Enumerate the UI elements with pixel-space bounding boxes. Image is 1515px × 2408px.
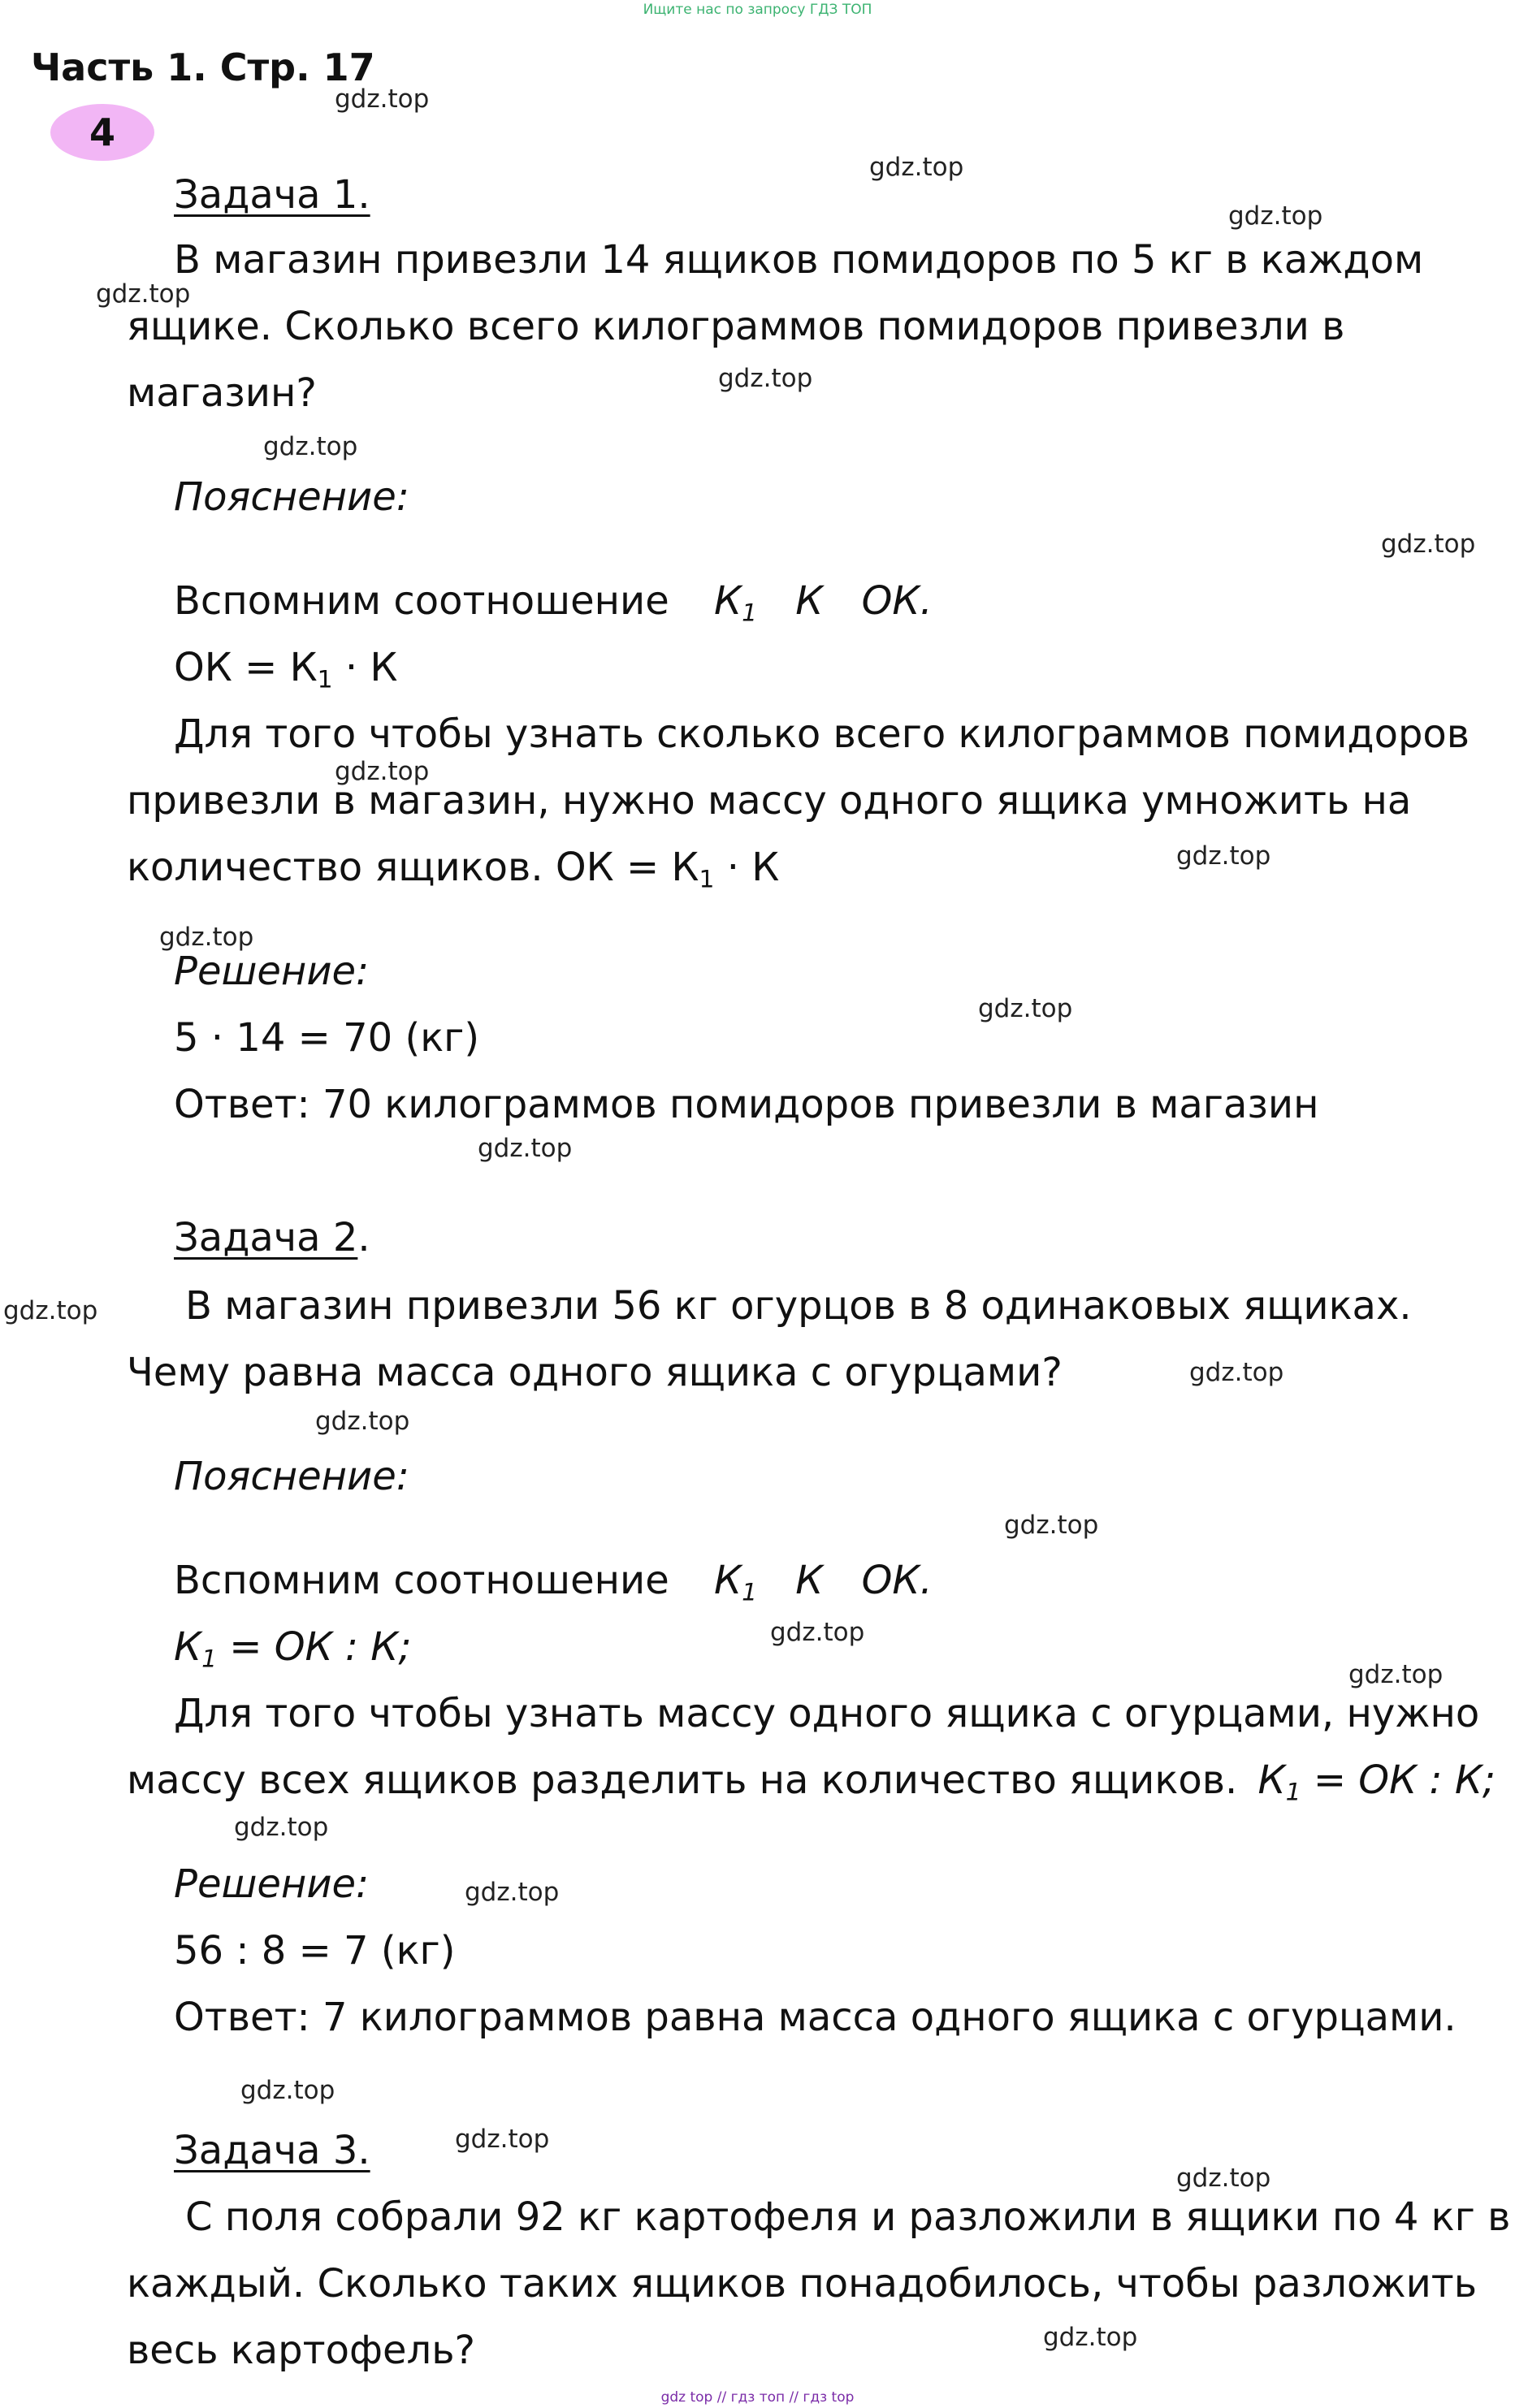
task2-solution-label: Решение: xyxy=(174,1861,370,1907)
watermark: gdz.top xyxy=(718,364,813,393)
watermark: gdz.top xyxy=(315,1407,410,1436)
task3-heading: Задача 3. xyxy=(174,2128,370,2173)
task2-explanation-label: Пояснение: xyxy=(174,1454,409,1499)
task1-heading: Задача 1. xyxy=(174,172,370,218)
watermark: gdz.top xyxy=(3,1296,98,1325)
task3-line1: С поля собрали 92 кг картофеля и разложили в ящики по 4 кг в xyxy=(185,2194,1511,2240)
task2-heading-line: Задача 2. xyxy=(174,1215,370,1260)
task1-line3: магазин? xyxy=(127,370,317,416)
task3-line3: весь картофель? xyxy=(127,2328,475,2373)
watermark: gdz.top xyxy=(1176,841,1271,871)
watermark: gdz.top xyxy=(1348,1660,1444,1689)
task1-recall-text: Вспомним соотношение xyxy=(174,578,669,624)
task2-k: К xyxy=(795,1558,824,1603)
watermark: gdz.top xyxy=(1043,2323,1138,2352)
watermark: gdz.top xyxy=(465,1878,560,1907)
task2-k1: $К_1$ xyxy=(714,1558,758,1607)
watermark: gdz.top xyxy=(1189,1358,1284,1387)
task1-answer: Ответ: 70 килограммов помидоров привезли в магазин xyxy=(174,1082,1319,1127)
watermark: gdz.top xyxy=(335,757,430,786)
page-title: Часть 1. Стр. 17 xyxy=(31,45,375,89)
task2-recall-text: Вспомним соотношение xyxy=(174,1558,669,1603)
watermark: gdz.top xyxy=(263,432,358,461)
watermark: gdz.top xyxy=(240,2076,335,2105)
watermark: gdz.top xyxy=(1176,2164,1271,2193)
watermark: gdz.top xyxy=(1004,1511,1099,1540)
watermark: gdz.top xyxy=(869,153,964,182)
task1-explanation-line3: количество ящиков. ОК = $К_1 \cdot К$ xyxy=(127,845,780,894)
task2-explanation-line2: массу всех ящиков разделить на количество ящиков. $К_1$ = ОК : К; xyxy=(127,1757,1496,1807)
watermark: gdz.top xyxy=(455,2125,550,2154)
watermark: gdz.top xyxy=(96,279,191,309)
task1-ok: ОК. xyxy=(861,578,933,624)
task1-recall-line xyxy=(174,578,933,627)
task1-k1: $К_1$ xyxy=(714,578,758,628)
task2-line2: Чему равна масса одного ящика с огурцами? xyxy=(127,1350,1063,1395)
task1-k: К xyxy=(795,578,824,624)
task2-answer: Ответ: 7 килограммов равна масса одного ящика с огурцами. xyxy=(174,1995,1457,2040)
task2-line1: В магазин привезли 56 кг огурцов в 8 одинаковых ящиках. xyxy=(185,1283,1412,1329)
exercise-number-badge xyxy=(50,104,154,161)
task2-recall-line xyxy=(174,1558,933,1606)
task1-solution: 5 · 14 = 70 (кг) xyxy=(174,1015,480,1061)
watermark: gdz.top xyxy=(1228,201,1323,231)
footer-watermark: gdz top // гдз топ // гдз top xyxy=(660,2389,855,2406)
top-banner: Ищите нас по запросу ГДЗ ТОП xyxy=(643,2,872,18)
watermark: gdz.top xyxy=(1381,530,1476,559)
watermark: gdz.top xyxy=(478,1134,573,1163)
task2-ok: ОК. xyxy=(861,1558,933,1603)
task1-line1: В магазин привезли 14 ящиков помидоров по 5 кг в каждом xyxy=(174,237,1424,283)
task2-heading: Задача 2 xyxy=(174,1215,358,1260)
task1-explanation-line1: Для того чтобы узнать сколько всего килограммов помидоров xyxy=(174,711,1470,757)
watermark: gdz.top xyxy=(234,1813,329,1842)
task1-explanation-label: Пояснение: xyxy=(174,474,409,520)
exercise-number: 4 xyxy=(89,110,115,154)
watermark: gdz.top xyxy=(335,84,430,114)
task1-formula: ОК = $К_1 \cdot К$ xyxy=(174,645,398,694)
task1-line2: ящике. Сколько всего килограммов помидоров привезли в xyxy=(127,304,1345,349)
watermark: gdz.top xyxy=(978,994,1073,1023)
watermark: gdz.top xyxy=(159,923,254,952)
watermark: gdz.top xyxy=(770,1618,865,1647)
task2-explanation-line1: Для того чтобы узнать массу одного ящика с огурцами, нужно xyxy=(174,1691,1480,1736)
task1-explanation-line2: привезли в магазин, нужно массу одного ящика умножить на xyxy=(127,778,1412,824)
task1-solution-label: Решение: xyxy=(174,949,370,994)
task2-solution: 56 : 8 = 7 (кг) xyxy=(174,1928,456,1974)
task2-formula: $К_1$ = ОК : К; xyxy=(174,1624,412,1674)
task3-line2: каждый. Сколько таких ящиков понадобилось, чтобы разложить xyxy=(127,2261,1478,2306)
